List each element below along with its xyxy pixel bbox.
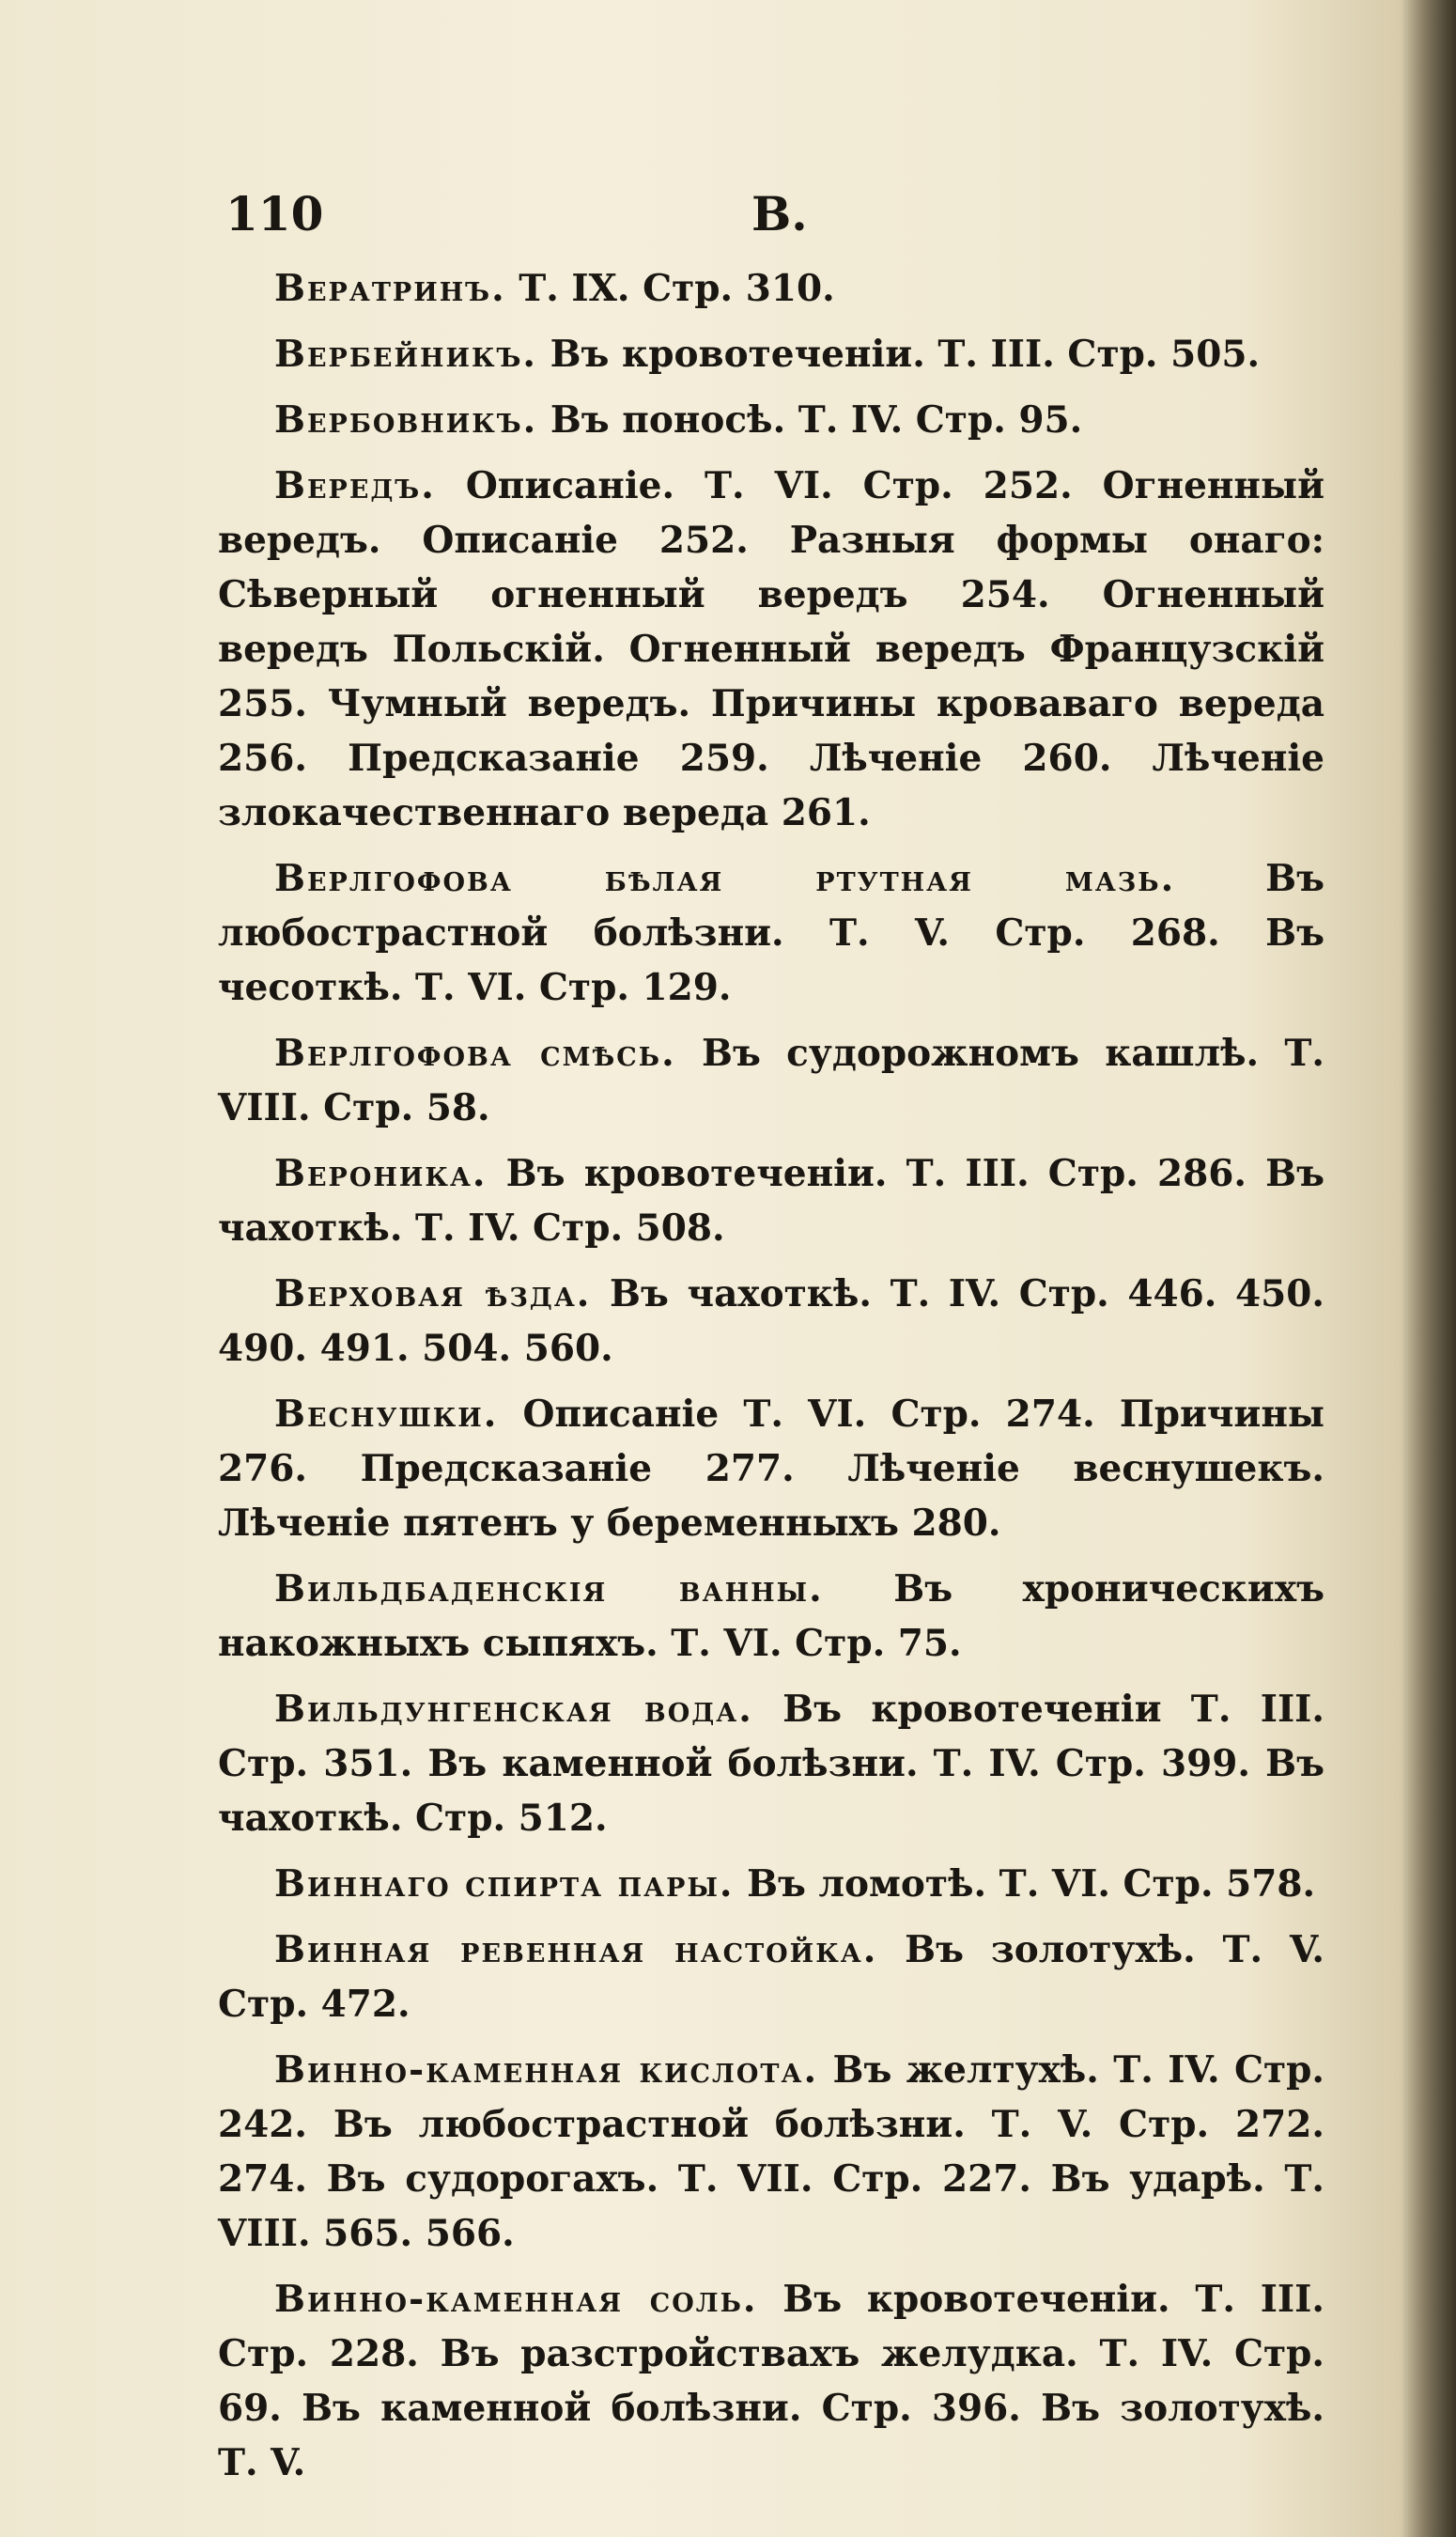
- entry-text: Въ судорожномъ кашлѣ. Т. VIII. Стр. 58.: [218, 1032, 1325, 1129]
- entry-text: Въ чахоткѣ. Т. IV. Стр. 446. 450. 490. 491. 504. 560.: [218, 1272, 1324, 1370]
- entry-heading: Вератринъ.: [274, 267, 506, 310]
- entry-heading: Вероника.: [274, 1152, 488, 1195]
- entry-heading: Винно-каменная кислота.: [274, 2048, 819, 2092]
- entry-heading: Вербейникъ.: [274, 333, 537, 376]
- index-entry: [218, 1922, 1324, 2031]
- index-entry: [218, 327, 1324, 381]
- index-entry: [218, 261, 1324, 316]
- index-entry: [218, 459, 1324, 840]
- entry-heading: Вильдунгенская вода.: [274, 1688, 753, 1731]
- page-header: [225, 186, 1324, 252]
- entry-heading: Вильдбаденскія ванны.: [274, 1567, 824, 1611]
- entry-text: Въ золотухѣ. Т. V. Стр. 472.: [218, 1928, 1324, 2026]
- entry-text: Въ кровотеченіи Т. III. Стр. 351. Въ каменной болѣзни. Т. IV. Стр. 399. Въ чахоткѣ. Стр. 512.: [218, 1688, 1325, 1840]
- entry-text: Въ поносѣ. Т. IV. Стр. 95.: [550, 398, 1083, 442]
- index-entry: [218, 1682, 1324, 1845]
- index-entry: [218, 2043, 1324, 2261]
- entry-text: Въ любострастной болѣзни. Т. V. Стр. 268. Въ чесоткѣ. Т. VI. Стр. 129.: [218, 857, 1325, 1009]
- entry-heading: Верховая ѣзда.: [274, 1272, 592, 1315]
- entry-heading: Веснушки.: [274, 1393, 499, 1436]
- page-edge-shadow: [1402, 0, 1456, 2537]
- index-entry: [218, 1026, 1324, 1135]
- index-entry: [218, 1146, 1324, 1255]
- index-entry: [218, 1562, 1324, 1671]
- index-entry: [218, 1267, 1324, 1376]
- index-entries: [218, 261, 1324, 2501]
- entry-heading: Верлгофова смѣсь.: [274, 1032, 676, 1075]
- entry-heading: Верлгофова бѣлая ртутная мазь.: [274, 857, 1176, 900]
- section-letter: В.: [751, 186, 808, 241]
- entry-text: Описаніе Т. VI. Стр. 274. Причины 276. Предсказаніе 277. Лѣченіе веснушекъ. Лѣченіе пятенъ у беременныхъ 280.: [218, 1393, 1324, 1545]
- entry-text: Въ хроническихъ накожныхъ сыпяхъ. Т. VI. Стр. 75.: [218, 1567, 1325, 1665]
- entry-text: Въ кровотеченіи. Т. III. Стр. 228. Въ разстройствахъ желудка. Т. IV. Стр. 69. Въ каменной болѣзни. Стр. 396. Въ золотухѣ. Т. V.: [218, 2278, 1324, 2484]
- index-entry: [218, 1857, 1324, 1911]
- entry-text: Описаніе. Т. VI. Стр. 252. Огненный вередъ. Описаніе 252. Разныя формы онаго: Сѣверный огненный вередъ 254. Огненный вередъ Польскій. Огненный вередъ Французскій 255. Чумный вередъ. Причины кроваваго вереда 256. Предсказаніе 259. Лѣченіе 260. Лѣченіе злокачественнаго вереда 261.: [218, 464, 1324, 834]
- entry-heading: Вербовникъ.: [274, 398, 538, 442]
- entry-text: Т. IX. Стр. 310.: [519, 267, 835, 310]
- index-entry: [218, 851, 1324, 1015]
- entry-text: Въ желтухѣ. Т. IV. Стр. 242. Въ любострастной болѣзни. Т. V. Стр. 272. 274. Въ судорогахъ. Т. VII. Стр. 227. Въ ударѣ. Т. VIII. 565. 566.: [218, 2048, 1325, 2255]
- entry-text: Въ кровотеченіи. Т. III. Стр. 286. Въ чахоткѣ. Т. IV. Стр. 508.: [218, 1152, 1325, 1250]
- entry-text: Въ ломотѣ. Т. VI. Стр. 578.: [747, 1862, 1316, 1906]
- entry-heading: Винно-каменная соль.: [274, 2278, 758, 2321]
- entry-heading: Вередъ.: [274, 464, 436, 507]
- index-entry: [218, 2272, 1324, 2490]
- index-entry: [218, 393, 1324, 447]
- page-number: 110: [225, 186, 324, 241]
- entry-heading: Винная ревенная настойка.: [274, 1928, 878, 1971]
- entry-text: Въ кровотеченіи. Т. III. Стр. 505.: [550, 333, 1261, 376]
- entry-heading: Виннаго спирта пары.: [274, 1862, 735, 1906]
- index-entry: [218, 1387, 1324, 1550]
